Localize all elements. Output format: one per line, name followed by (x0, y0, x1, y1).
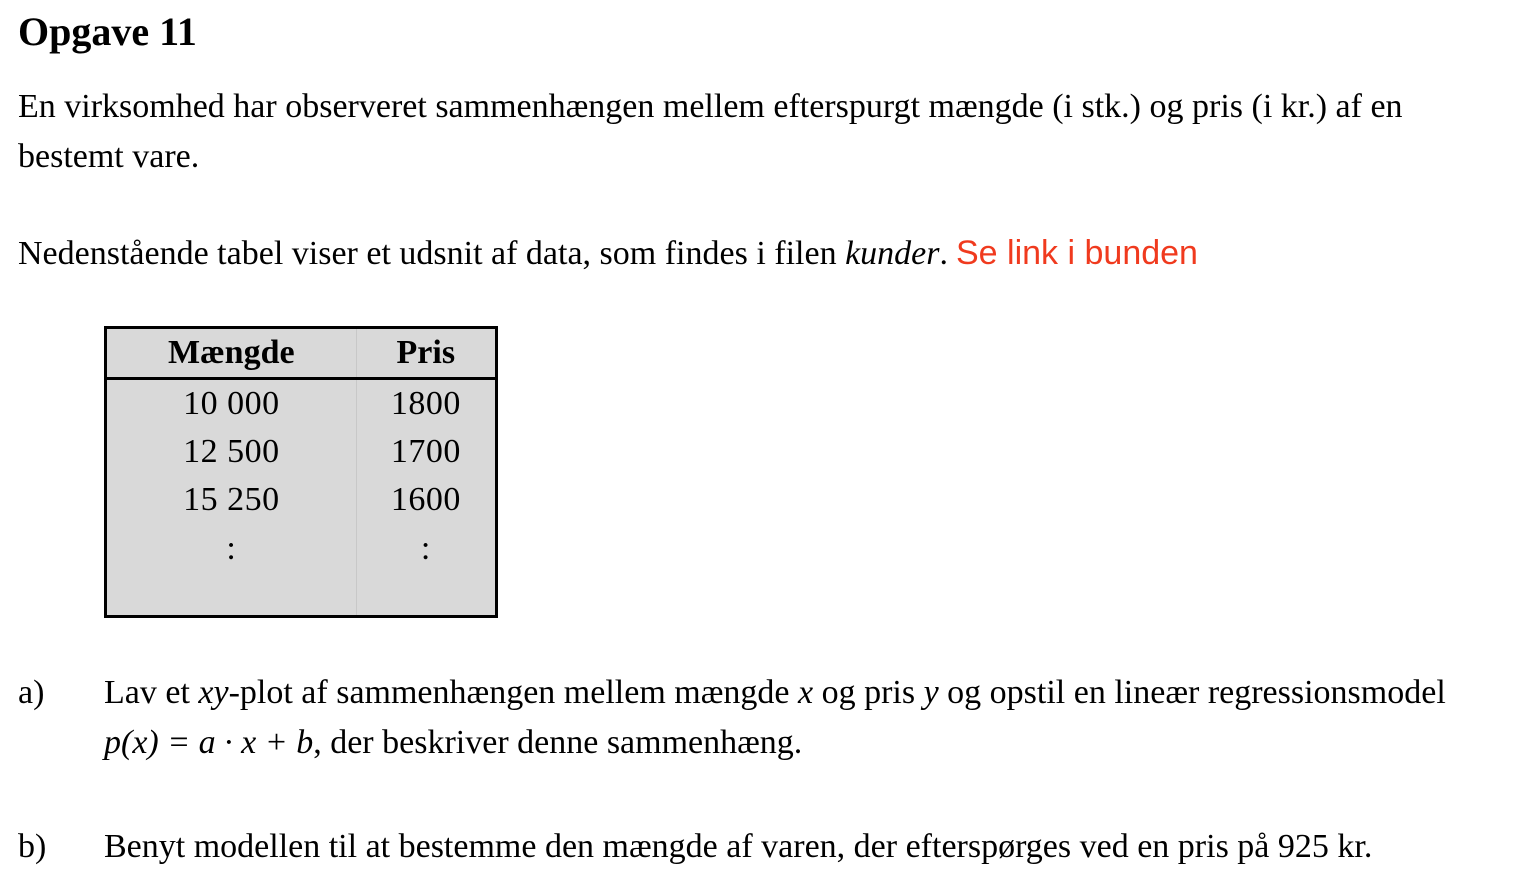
continuation-dots: : (106, 524, 357, 578)
empty-cell (106, 578, 357, 617)
page-title: Opgave 11 (18, 9, 197, 54)
cell-pris: 1800 (390, 385, 461, 422)
x-variable: x (797, 674, 814, 711)
intro-paragraph: En virksomhed har observeret sammenhængen mellem efterspurgt mængde (i stk.) og pris (i kr.) af en bestemt vare. (18, 88, 1403, 175)
xy-term: xy (198, 674, 229, 711)
header-maengde: Mængde (106, 328, 357, 379)
data-table (104, 326, 498, 618)
continuation-dots: : (420, 530, 431, 567)
cell-maengde: 15 250 (106, 476, 357, 524)
table-intro-period: . (939, 235, 948, 272)
question-a-part: og pris (813, 674, 924, 711)
table-intro-paragraph (18, 228, 1508, 279)
file-name: kunder (845, 235, 940, 272)
question-a-part: , der beskriver denne sammenhæng. (313, 724, 803, 761)
question-a-part: -plot af sammenhængen mellem mængde (228, 674, 798, 711)
question-a-text (104, 668, 1504, 768)
cell-pris: 1700 (390, 433, 461, 470)
question-b-text: Benyt modellen til at bestemme den mængde af varen, der efterspørges ved en pris på 925 kr. (104, 828, 1373, 865)
cell-maengde: 10 000 (106, 379, 357, 429)
question-a-part: og opstil en lineær regressionsmodel (938, 674, 1446, 711)
y-variable: y (923, 674, 939, 711)
table-empty-row (106, 578, 497, 617)
table-row (106, 379, 497, 429)
regression-formula: p(x) = a · x + b (104, 724, 314, 761)
question-a-label: a) (18, 674, 45, 711)
table-row (106, 476, 497, 524)
header-pris: Pris (356, 328, 496, 379)
cell-maengde: 12 500 (106, 428, 357, 476)
table-intro-text: Nedenstående tabel viser et udsnit af data, som findes i filen (18, 235, 846, 272)
table-header-row (106, 328, 497, 379)
table-continuation-row (106, 524, 497, 578)
empty-cell (356, 578, 496, 617)
cell-pris: 1600 (390, 481, 461, 518)
bottom-link[interactable]: Se link i bunden (956, 234, 1198, 272)
question-a-part: Lav et (104, 674, 199, 711)
question-b-label: b) (18, 828, 47, 865)
table-row (106, 428, 497, 476)
